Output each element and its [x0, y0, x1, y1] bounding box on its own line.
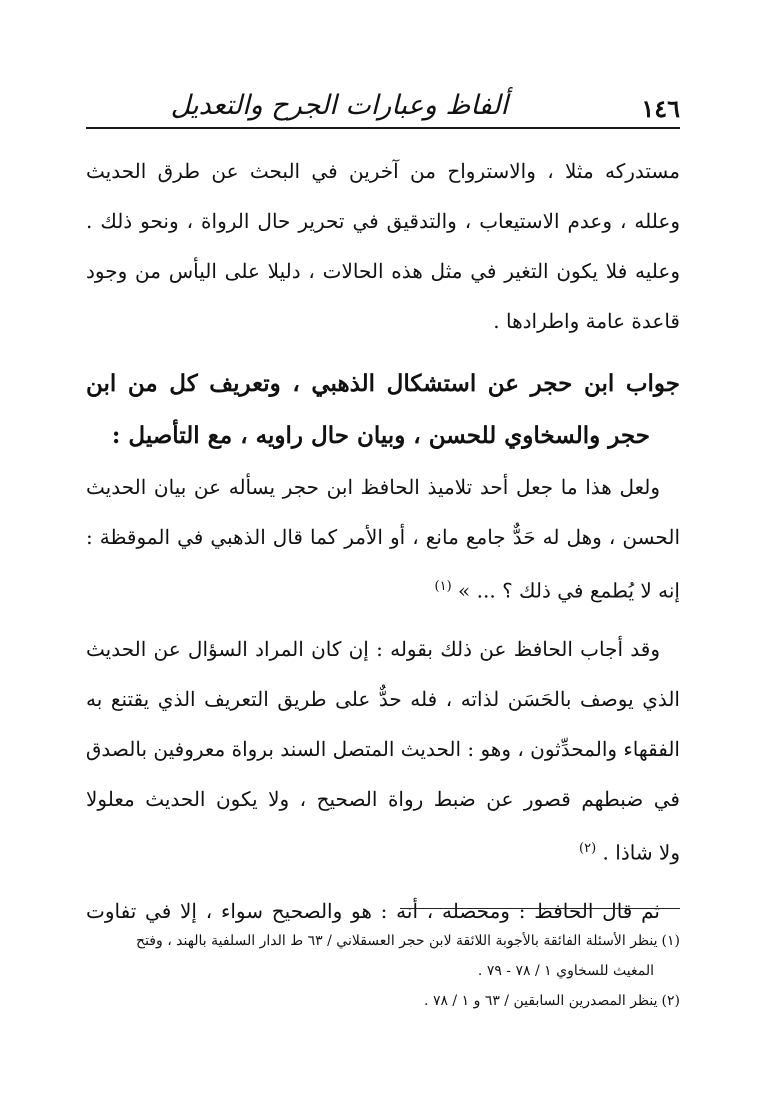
- text-span: إنه لا يُطمع في ذلك ؟ ... »: [458, 578, 680, 603]
- main-text: [86, 146, 680, 936]
- footnote-separator: [400, 908, 680, 909]
- footnote-mark: (١): [661, 933, 680, 949]
- text-line: مستدركه مثلا ، والاسترواح من آخرين في البحث عن طرق الحديث: [86, 159, 680, 183]
- footnote-text: ينظر الأسئلة الفائقة بالأجوبة اللائقة لابن حجر العسقلاني / ٦٣ ط الدار السلفية بالهند ، وفتح: [136, 933, 658, 949]
- footnote-reference[interactable]: (٢): [579, 841, 597, 856]
- heading-line: جواب ابن حجر عن استشكال الذهبي ، وتعريف كل من ابن: [86, 370, 680, 397]
- text-line: الذي يوصف بالحَسَن لذاته ، فله حدٌّ على طريق التعريف الذي يقتنع به: [86, 687, 680, 711]
- footnote-line: المغيث للسخاوي ١ / ٧٨ - ٧٩ .: [477, 963, 654, 979]
- text-line: قاعدة عامة واطرادها .: [493, 309, 680, 333]
- page-number: ١٤٦: [641, 94, 680, 123]
- footnote-2: [86, 986, 680, 1016]
- footnotes: [86, 926, 680, 1016]
- footnote-1: [86, 926, 680, 986]
- page-header: [86, 84, 680, 128]
- footnote-mark: (٢): [661, 993, 680, 1009]
- text-line: [86, 824, 680, 874]
- paragraph-3: [86, 624, 680, 874]
- text-span: ولا شاذا .: [602, 840, 680, 865]
- heading-line: حجر والسخاوي للحسن ، وبيان حال راويه ، مع التأصيل :: [111, 422, 650, 449]
- text-line: في ضبطهم قصور عن ضبط رواة الصحيح ، ولا يكون الحديث معلولا: [86, 787, 680, 811]
- text-line: وعليه فلا يكون التغير في مثل هذه الحالات ، دليلا على اليأس من وجود: [86, 259, 680, 283]
- text-line: ثم قال الحافظ : ومحصله ، أنه : هو والصحيح سواء ، إلا في تفاوت: [86, 899, 660, 923]
- footnote-line: [86, 986, 680, 1016]
- text-line: [86, 562, 680, 612]
- text-line: الحسن ، وهل له حَدٌّ جامع مانع ، أو الأمر كما قال الذهبي في الموقظة :: [86, 525, 680, 549]
- header-rule: [86, 127, 680, 129]
- running-title: ألفاظ وعبارات الجرح والتعديل: [170, 90, 508, 121]
- footnote-line: [86, 926, 680, 956]
- text-line: الفقهاء والمحدِّثون ، وهو : الحديث المتصل السند برواة معروفين بالصدق: [86, 737, 680, 761]
- footnote-reference[interactable]: (١): [434, 579, 452, 594]
- text-line: ولعل هذا ما جعل أحد تلاميذ الحافظ ابن حجر يسأله عن بيان الحديث: [86, 475, 660, 499]
- text-line: وعلله ، وعدم الاستيعاب ، والتدقيق في تحرير حال الرواة ، ونحو ذلك .: [86, 209, 680, 233]
- text-line: وقد أجاب الحافظ عن ذلك بقوله : إن كان المراد السؤال عن الحديث: [86, 637, 660, 661]
- section-heading: [86, 358, 680, 462]
- paragraph-2: [86, 462, 680, 612]
- paragraph-1: [86, 146, 680, 346]
- footnote-text: ينظر المصدرين السابقين / ٦٣ و ١ / ٧٨ .: [424, 993, 658, 1009]
